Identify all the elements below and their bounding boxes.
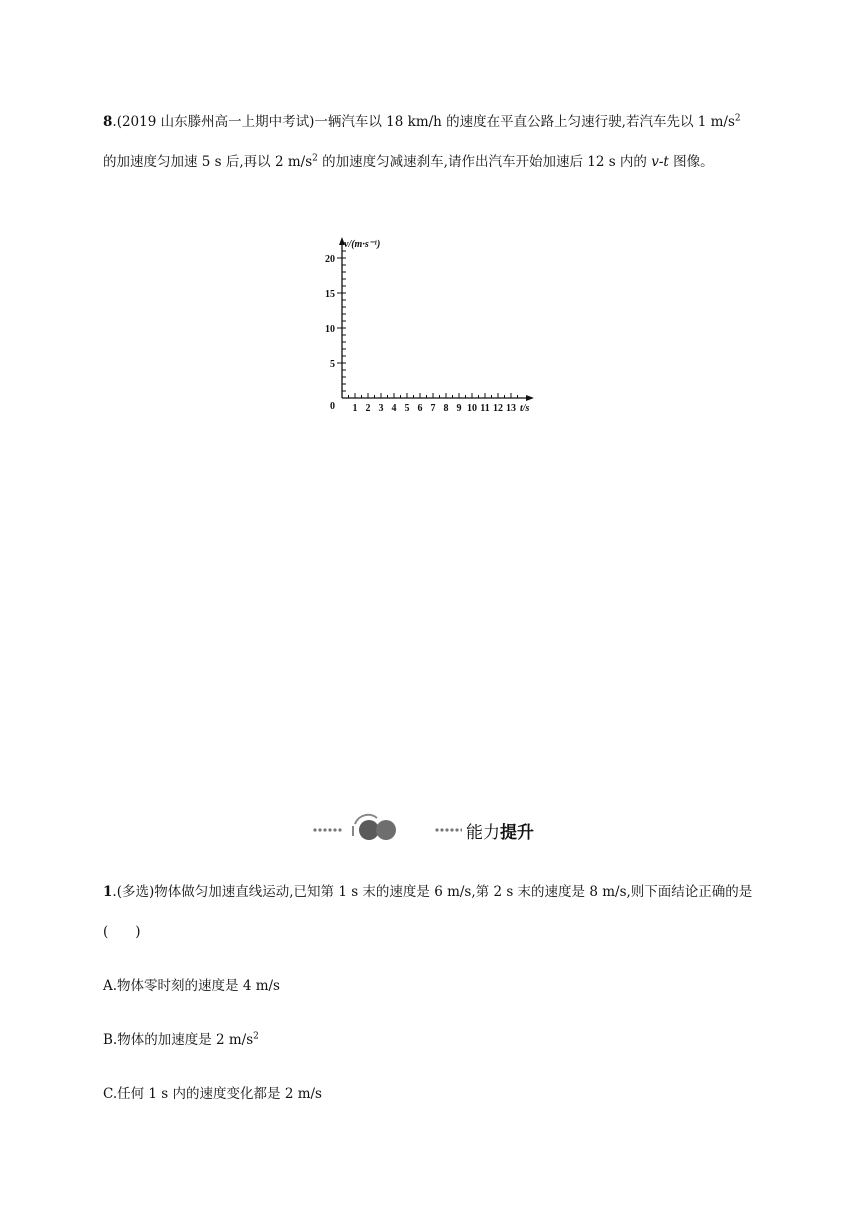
x-tick-label: 5 — [404, 403, 410, 414]
x-tick-label: 4 — [391, 403, 397, 414]
section-decoration-icon — [312, 812, 462, 848]
question-text: 一辆汽车以 18 km/h 的速度在平直公路上匀速行驶,若汽车先以 1 m/s — [314, 114, 735, 130]
question-text: 的加速度匀加速 5 s 后,再以 2 m/s — [103, 154, 313, 170]
vt-graph — [320, 230, 550, 420]
question-number: 1 — [103, 884, 113, 900]
x-tick-label: 10 — [467, 403, 477, 414]
x-tick-label: 11 — [480, 403, 490, 414]
x-axis-arrow — [526, 395, 534, 401]
option-c: C.任何 1 s 内的速度变化都是 2 m/s — [103, 1086, 322, 1102]
superscript: 2 — [312, 153, 318, 164]
y-tick-label: 20 — [325, 254, 335, 265]
superscript: 2 — [734, 113, 741, 124]
x-tick-label: 6 — [417, 403, 423, 414]
question-number: 8 — [103, 114, 113, 130]
question-8 — [103, 102, 753, 182]
x-tick-label: 12 — [493, 403, 503, 414]
x-tick-label: 1 — [352, 403, 358, 414]
section-title: 能力提升 — [466, 823, 534, 843]
option-b: B.物体的加速度是 2 $m/s^2$ — [103, 1031, 259, 1048]
question-source: .(2019 山东滕州高一上期中考试) — [112, 114, 315, 130]
x-tick-label: 2 — [365, 403, 371, 414]
x-tick-label: 9 — [456, 403, 462, 414]
origin-label: 0 — [330, 401, 335, 412]
x-tick-label: 13 — [506, 403, 516, 414]
question-text: 图像。 — [668, 154, 714, 170]
x-tick-label: 7 — [430, 403, 436, 414]
vt-label: v-t — [651, 154, 669, 170]
x-tick-label: 8 — [443, 403, 449, 414]
question-text: .(多选)物体做匀加速直线运动,已知第 1 s 末的速度是 6 m/s,第 2 s 末的速度是 8 m/s,则下面结论正确的是( ) — [103, 884, 753, 940]
x-tick-label: 3 — [378, 403, 384, 414]
y-tick-label: 15 — [325, 289, 335, 300]
section-header — [312, 812, 612, 848]
y-axis-label: v/(m·s⁻¹) — [344, 239, 381, 250]
y-tick-label: 10 — [325, 324, 335, 335]
x-axis-label: t/s — [520, 403, 530, 414]
option-a: A.物体零时刻的速度是 4 m/s — [103, 978, 280, 994]
question-1 — [103, 872, 753, 952]
y-tick-label: 5 — [330, 359, 335, 370]
question-text: 的加速度匀减速刹车,请作出汽车开始加速后 12 s 内的 — [317, 154, 652, 170]
